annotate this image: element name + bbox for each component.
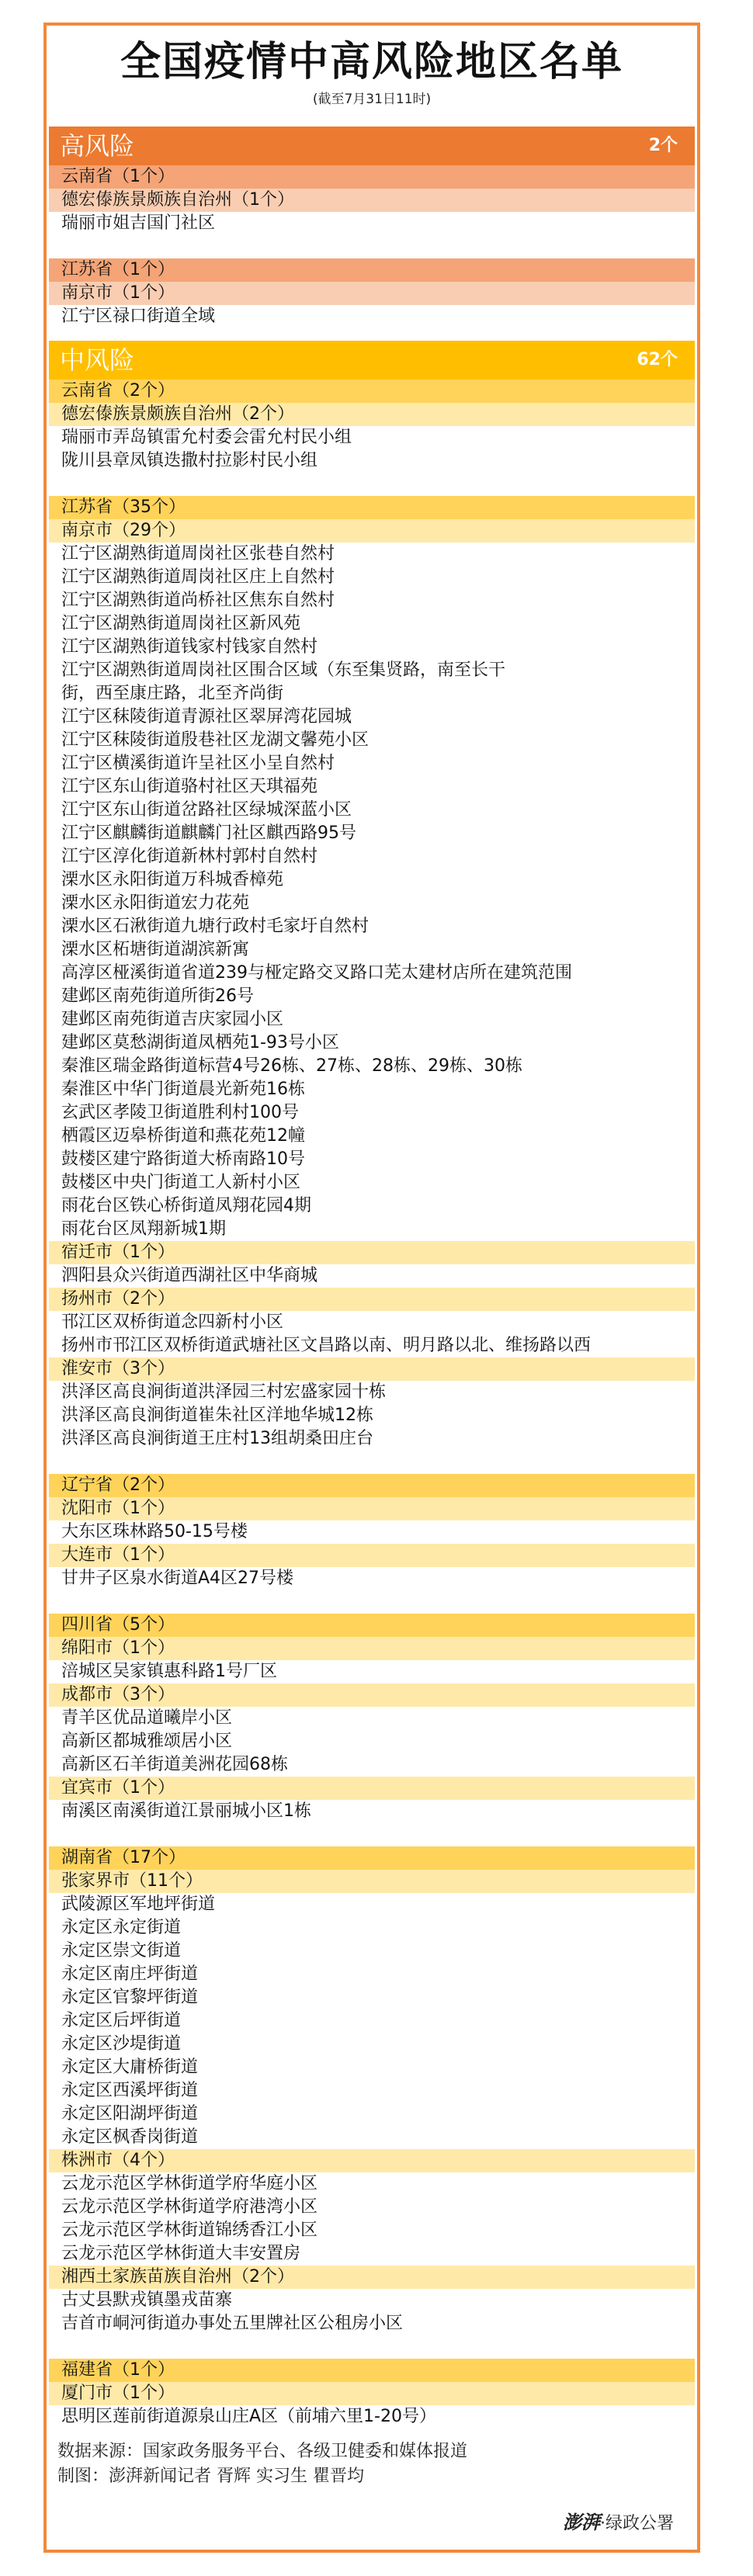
place-row: 洪泽区高良涧街道崔朱社区洋地华城12栋 xyxy=(49,1404,695,1427)
place-row: 南溪区南溪街道江景丽城小区1栋 xyxy=(49,1800,695,1823)
data-source: 数据来源：国家政务服务平台、各级卫健委和媒体报道 xyxy=(57,2442,468,2461)
province-row: 辽宁省（2个） xyxy=(49,1474,695,1497)
page-subtitle: (截至7月31日11时) xyxy=(312,92,432,107)
place-row: 思明区莲前街道源泉山庄A区（前埔六里1-20号） xyxy=(49,2405,695,2429)
medium-risk-section xyxy=(49,341,695,2429)
city-row: 淮安市（3个） xyxy=(49,1357,695,1381)
place-row: 洪泽区高良涧街道王庄村13组胡桑田庄台 xyxy=(49,1427,695,1451)
place-row: 青羊区优品道曦岸小区 xyxy=(49,1707,695,1730)
city-row: 绵阳市（1个） xyxy=(49,1637,695,1660)
place-row: 江宁区湖熟街道周岗社区张巷自然村 xyxy=(49,543,695,566)
place-row: 云龙示范区学林街道大丰安置房 xyxy=(49,2242,695,2266)
place-row: 江宁区湖熟街道周岗社区围合区域（东至集贤路，南至长干 xyxy=(49,659,695,682)
place-row: 永定区永定街道 xyxy=(49,1916,695,1940)
place-row: 高淳区桠溪街道省道239与桠定路交叉路口芜太建材店所在建筑范围 xyxy=(49,962,695,985)
place-row: 雨花台区凤翔新城1期 xyxy=(49,1218,695,1241)
place-row: 江宁区东山街道骆村社区天琪福苑 xyxy=(49,775,695,799)
medium-risk-header xyxy=(49,341,695,380)
place-row: 高新区都城雅颂居小区 xyxy=(49,1730,695,1753)
place-row: 云龙示范区学林街道锦绣香江小区 xyxy=(49,2219,695,2242)
place-row: 江宁区湖熟街道尚桥社区焦东自然村 xyxy=(49,589,695,612)
place-row: 吉首市峒河街道办事处五里牌社区公租房小区 xyxy=(49,2312,695,2335)
credits: 制图：澎湃新闻记者 胥辉 实习生 瞿晋均 xyxy=(57,2467,364,2486)
section-gap xyxy=(49,473,695,496)
place-row: 永定区枫香岗街道 xyxy=(49,2126,695,2149)
place-row: 江宁区麒麟街道麒麟门社区麒西路95号 xyxy=(49,822,695,845)
city-row: 成都市（3个） xyxy=(49,1683,695,1707)
place-row: 扬州市邗江区双桥街道武塘社区文昌路以南、明月路以北、维扬路以西 xyxy=(49,1334,695,1357)
high-risk-header xyxy=(49,127,695,165)
place-row: 江宁区湖熟街道周岗社区新风苑 xyxy=(49,612,695,636)
city-row: 宜宾市（1个） xyxy=(49,1777,695,1800)
city-row: 株洲市（4个） xyxy=(49,2149,695,2172)
brand-mark xyxy=(563,2507,674,2534)
city-row: 德宏傣族景颇族自治州（2个） xyxy=(49,403,695,426)
place-row: 江宁区禄口街道全域 xyxy=(49,305,695,328)
place-row: 鼓楼区中央门街道工人新村小区 xyxy=(49,1171,695,1194)
brand-name: ·绿政公署 xyxy=(600,2514,674,2533)
place-row: 鼓楼区建宁路街道大桥南路10号 xyxy=(49,1148,695,1171)
place-row: 永定区阳湖坪街道 xyxy=(49,2103,695,2126)
place-row: 秦淮区瑞金路街道标营4号26栋、27栋、28栋、29栋、30栋 xyxy=(49,1055,695,1078)
place-row: 永定区后坪街道 xyxy=(49,2009,695,2033)
place-row: 武陵源区军地坪街道 xyxy=(49,1893,695,1916)
place-row: 瑞丽市弄岛镇雷允村委会雷允村民小组 xyxy=(49,426,695,449)
place-row: 甘井子区泉水街道A4区27号楼 xyxy=(49,1567,695,1590)
place-row: 古丈县默戎镇墨戎苗寨 xyxy=(49,2289,695,2312)
place-row: 建邺区莫愁湖街道凤栖苑1-93号小区 xyxy=(49,1031,695,1055)
province-row: 四川省（5个） xyxy=(49,1614,695,1637)
risk-list xyxy=(47,127,697,2429)
city-row: 扬州市（2个） xyxy=(49,1288,695,1311)
place-row: 永定区大庸桥街道 xyxy=(49,2056,695,2079)
place-row: 秦淮区中华门街道晨光新苑16栋 xyxy=(49,1078,695,1101)
city-row: 沈阳市（1个） xyxy=(49,1497,695,1520)
high-risk-label: 高风险 xyxy=(60,131,135,161)
section-gap xyxy=(49,1590,695,1614)
place-row: 陇川县章凤镇迭撒村拉影村民小组 xyxy=(49,449,695,473)
place-row: 高新区石羊街道美洲花园68栋 xyxy=(49,1753,695,1777)
place-row: 溧水区柘塘街道湖滨新寓 xyxy=(49,938,695,962)
footer xyxy=(47,2439,697,2489)
place-row: 永定区官黎坪街道 xyxy=(49,1986,695,2009)
place-row: 涪城区吴家镇惠科路1号厂区 xyxy=(49,1660,695,1683)
city-row: 宿迁市（1个） xyxy=(49,1241,695,1264)
place-row: 邗江区双桥街道念四新村小区 xyxy=(49,1311,695,1334)
place-row: 永定区沙堤街道 xyxy=(49,2033,695,2056)
place-row: 永定区南庄坪街道 xyxy=(49,1963,695,1986)
medium-risk-label: 中风险 xyxy=(60,345,135,375)
city-row: 德宏傣族景颇族自治州（1个） xyxy=(49,189,695,212)
place-row: 云龙示范区学林街道学府华庭小区 xyxy=(49,2172,695,2196)
province-row: 云南省（2个） xyxy=(49,380,695,403)
province-row: 江苏省（1个） xyxy=(49,258,695,282)
poster-frame xyxy=(43,23,700,2553)
place-row: 云龙示范区学林街道学府港湾小区 xyxy=(49,2196,695,2219)
province-row: 云南省（1个） xyxy=(49,165,695,189)
section-gap xyxy=(49,2335,695,2359)
section-gap xyxy=(49,235,695,258)
province-row: 福建省（1个） xyxy=(49,2359,695,2382)
place-row: 江宁区湖熟街道钱家村钱家自然村 xyxy=(49,636,695,659)
medium-risk-count: 62个 xyxy=(637,350,678,369)
place-row: 栖霞区迈皋桥街道和燕花苑12幢 xyxy=(49,1125,695,1148)
place-row: 雨花台区铁心桥街道凤翔花园4期 xyxy=(49,1194,695,1218)
city-row: 大连市（1个） xyxy=(49,1544,695,1567)
place-row: 溧水区永阳街道万科城香樟苑 xyxy=(49,868,695,892)
place-row: 江宁区淳化街道新林村郭村自然村 xyxy=(49,845,695,868)
place-row: 溧水区永阳街道宏力花苑 xyxy=(49,892,695,915)
city-row: 湘西土家族苗族自治州（2个） xyxy=(49,2266,695,2289)
place-row: 大东区珠林路50-15号楼 xyxy=(49,1520,695,1544)
brand-logo: 澎湃 xyxy=(563,2512,600,2533)
high-risk-count: 2个 xyxy=(648,136,678,155)
place-row: 溧水区石湫街道九塘行政村毛家圩自然村 xyxy=(49,915,695,938)
place-row: 永定区西溪坪街道 xyxy=(49,2079,695,2103)
high-risk-section xyxy=(49,127,695,328)
place-row: 建邺区南苑街道吉庆家园小区 xyxy=(49,1008,695,1031)
place-row: 江宁区秣陵街道殷巷社区龙湖文馨苑小区 xyxy=(49,729,695,752)
city-row: 南京市（29个） xyxy=(49,519,695,543)
place-row: 玄武区孝陵卫街道胜利村100号 xyxy=(49,1101,695,1125)
place-row: 瑞丽市姐吉国门社区 xyxy=(49,212,695,235)
section-gap xyxy=(49,1823,695,1846)
page-title: 全国疫情中高风险地区名单 xyxy=(120,39,623,85)
place-row: 江宁区横溪街道许呈社区小呈自然村 xyxy=(49,752,695,775)
city-row: 厦门市（1个） xyxy=(49,2382,695,2405)
city-row: 南京市（1个） xyxy=(49,282,695,305)
city-row: 张家界市（11个） xyxy=(49,1870,695,1893)
place-row: 建邺区南苑街道所街26号 xyxy=(49,985,695,1008)
place-row: 街，西至康庄路，北至齐尚街 xyxy=(49,682,695,706)
place-row: 永定区崇文街道 xyxy=(49,1940,695,1963)
place-row: 泗阳县众兴街道西湖社区中华商城 xyxy=(49,1264,695,1288)
place-row: 江宁区秣陵街道青源社区翠屏湾花园城 xyxy=(49,706,695,729)
province-row: 湖南省（17个） xyxy=(49,1846,695,1870)
place-row: 江宁区东山街道岔路社区绿城深蓝小区 xyxy=(49,799,695,822)
section-gap xyxy=(49,1451,695,1474)
place-row: 洪泽区高良涧街道洪泽园三村宏盛家园十栋 xyxy=(49,1381,695,1404)
province-row: 江苏省（35个） xyxy=(49,496,695,519)
place-row: 江宁区湖熟街道周岗社区庄上自然村 xyxy=(49,566,695,589)
